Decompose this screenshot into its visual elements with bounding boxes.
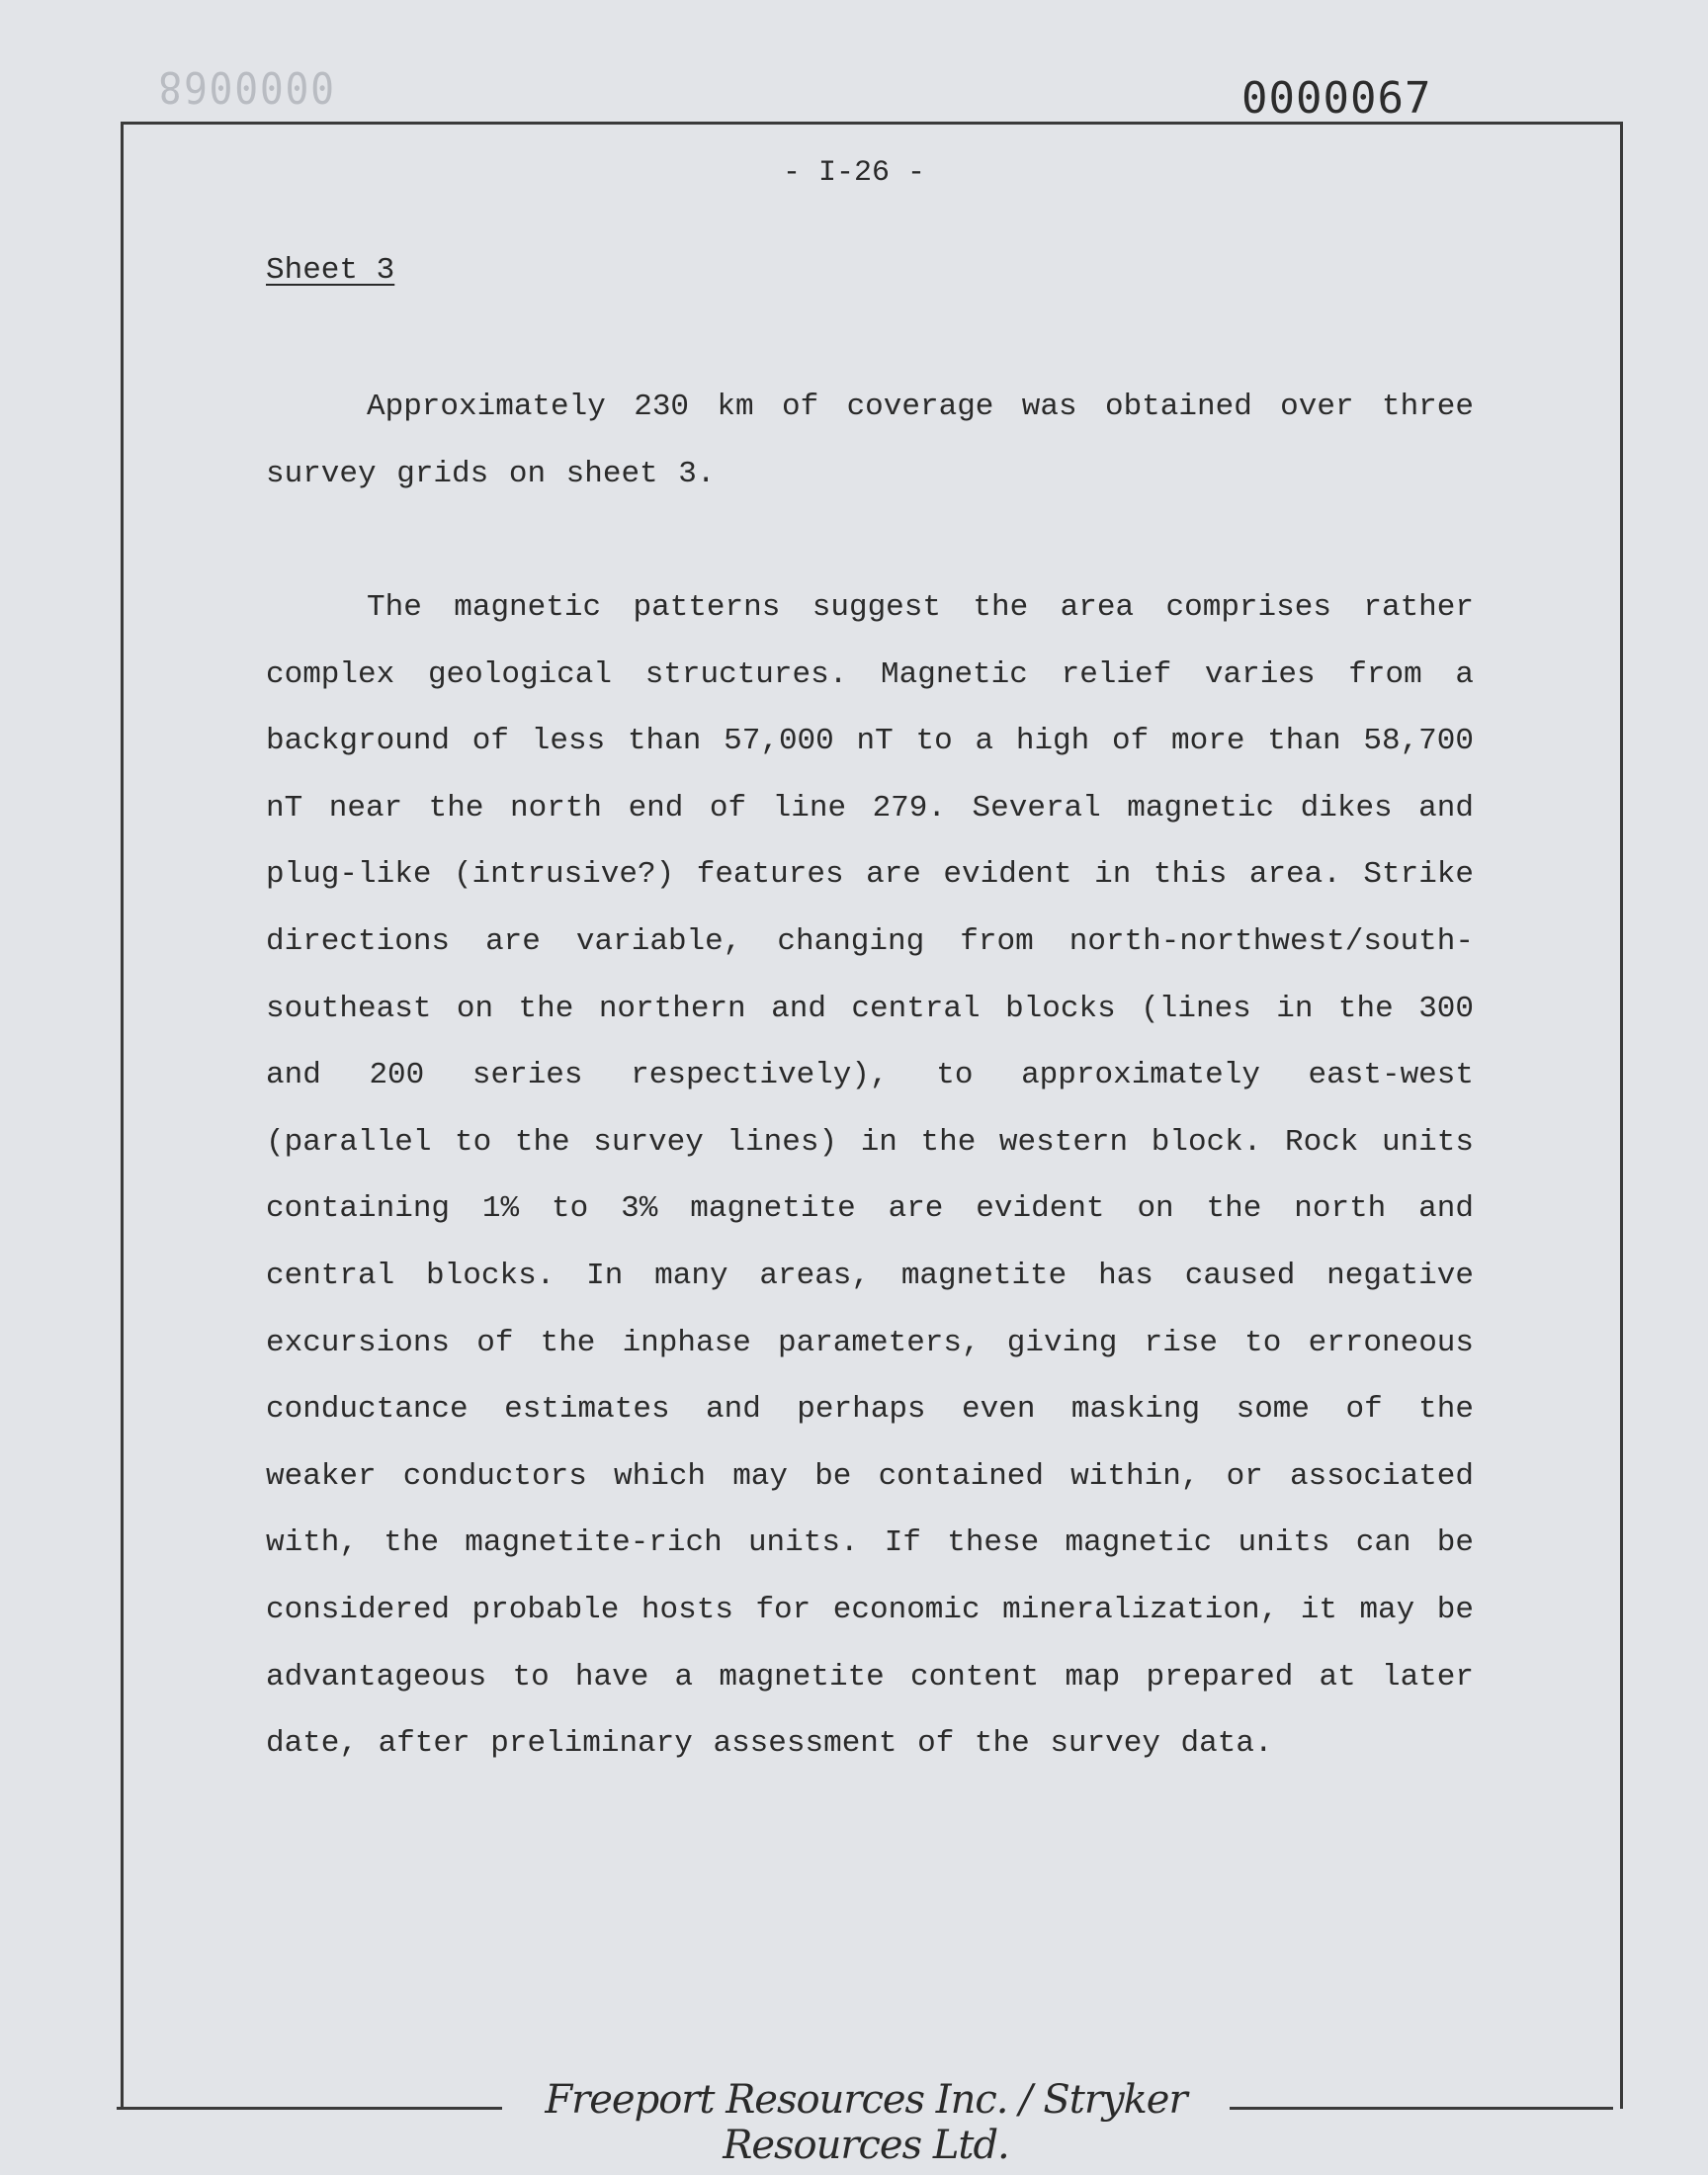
- paragraph-coverage: Approximately 230 km of coverage was obtained over three survey grids on sheet 3.: [266, 390, 1474, 491]
- paragraph-magnetic-patterns: The magnetic patterns suggest the area comprises rather complex geological structures. Magnetic relief varies from a background of less than 57,000 nT to a high of more than 58,700 nT near the north end of line 279. Several magnetic dikes and plug-like (intrusive?) features are evident in this area. Strike directions are variable, changing from north-northwest/south-southeast on the northern and central blocks (lines in the 300 and 200 series respectively), to approximately east-west (parallel to the survey lines) in the western block. Rock units containing 1% to 3% magnetite are evident on the north and central blocks. In many areas, magnetite has caused negative excursions of the inphase parameters, giving rise to erroneous conductance estimates and perhaps even masking some of the weaker conductors which may be contained within, or associated with, the magnetite-rich units. If these magnetic units can be considered probable hosts for economic mineralization, it may be advantageous to have a magnetite content map prepared at later date, after preliminary assessment of the survey data.: [266, 590, 1474, 1762]
- document-number: 0000067: [1241, 73, 1432, 124]
- ghost-document-number: 0000068: [156, 61, 334, 112]
- footer-rule-right: [1230, 2107, 1613, 2110]
- footer-company-names: Freeport Resources Inc. / Stryker Resources Ltd.: [545, 2077, 1187, 2168]
- sheet-heading: Sheet 3: [266, 253, 395, 288]
- footer-rule-left: [117, 2107, 502, 2110]
- page-number: - I-26 -: [782, 156, 926, 190]
